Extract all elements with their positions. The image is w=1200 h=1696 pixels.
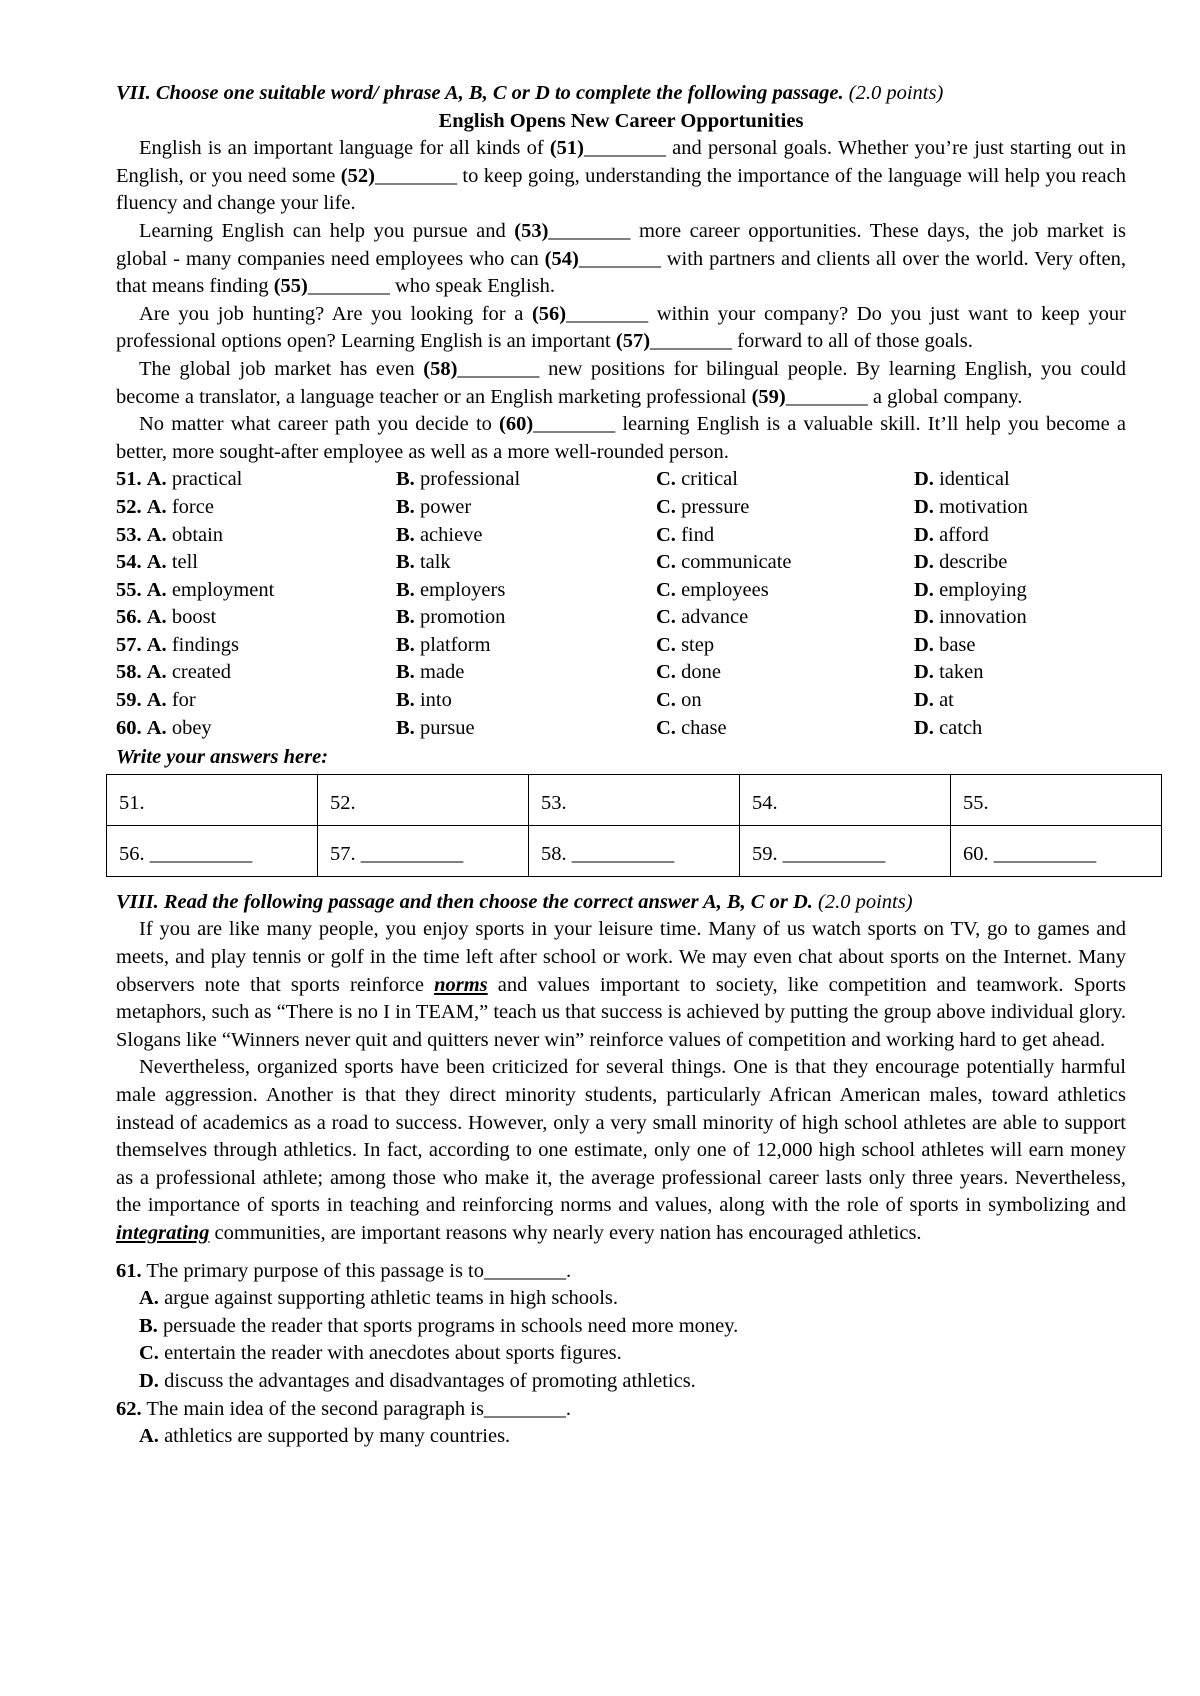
option-57-d: D. base (914, 633, 976, 656)
option-56-d: D. innovation (914, 606, 1027, 629)
question-61-option-a[interactable]: A. argue against supporting athletic teams in high schools. (139, 1287, 619, 1310)
reading-paragraph-1: If you are like many people, you enjoy sports in your leisure time. Many of us watch sports on TV, go to games and meets, and play tennis or golf in the time left after school or work. We may even chat about sports on the Internet. Many observers note that sports reinforce norms and values important to society, like competition and teamwork. Sports metaphors, such as “There is no I in TEAM,” teach us that success is achieved by putting the group above individual glory. Slogans like “Winners never quit and quitters never win” reinforce values of competition and working hard to get ahead. (116, 918, 1126, 1051)
passage-paragraph-5: No matter what career path you decide to (60)________ learning English is a valuable skill. It’ll help you become a better, more sought-after employee as well as a more well-rounded person. (116, 413, 1126, 463)
option-58-a: 58. A. created (116, 661, 231, 684)
option-51-d: D. identical (914, 468, 1010, 491)
option-59-b: B. into (396, 689, 452, 712)
question-61-stem: 61. The primary purpose of this passage is to________. (116, 1259, 572, 1282)
option-51-a: 51. A. practical (116, 468, 243, 491)
answer-cell-56[interactable]: 56. __________ (107, 825, 318, 876)
passage-paragraph-4: The global job market has even (58)________ new positions for bilingual people. By learning English, you could become a translator, a language teacher or an English marketing professional (59)________ a global company. (116, 357, 1126, 408)
answer-row-2 (107, 825, 1162, 876)
option-53-c: C. find (656, 523, 715, 546)
option-56-c: C. advance (656, 606, 749, 629)
question-61-option-b[interactable]: B. persuade the reader that sports programs in schools need more money. (139, 1314, 739, 1337)
underlined-word-norms: norms (434, 973, 488, 996)
section-7-title: VII. Choose one suitable word/ phrase A, B, C or D to complete the following passage. (2.0 points) (116, 82, 944, 104)
option-51-b: B. professional (396, 468, 521, 491)
option-55-c: C. employees (656, 578, 769, 601)
underlined-word-integrating: integrating (116, 1221, 210, 1244)
option-58-d: D. taken (914, 661, 984, 684)
section-8-points: (2.0 points) (818, 890, 913, 913)
option-53-a: 53. A. obtain (116, 523, 224, 546)
answer-cell-55[interactable]: 55. (951, 774, 1162, 825)
option-53-d: D. afford (914, 523, 989, 546)
option-57-a: 57. A. findings (116, 633, 240, 656)
option-53-b: B. achieve (396, 523, 483, 546)
option-60-b: B. pursue (396, 716, 475, 739)
option-60-c: C. chase (656, 716, 727, 739)
option-55-d: D. employing (914, 578, 1027, 601)
options-grid (116, 466, 1126, 742)
section-8-title: VIII. Read the following passage and then choose the correct answer A, B, C or D. (2.0 points) (116, 890, 913, 913)
option-57-b: B. platform (396, 633, 491, 656)
passage-paragraph-3: Are you job hunting? Are you looking for a (56)________ within your company? Do you just want to keep your professional options open? Learning English is an important (57)________ forward to all of those goals. (116, 302, 1126, 353)
option-60-d: D. catch (914, 716, 983, 739)
option-54-b: B. talk (396, 551, 451, 574)
write-answers-label: Write your answers here: (116, 746, 329, 769)
passage-paragraph-2: Learning English can help you pursue and (53)________ more career opportunities. These days, the job market is global - many companies need employees who can (54)________ with partners and clients all over the world. Very often, that means finding (55)________ who speak English. (116, 219, 1126, 298)
option-59-c: C. on (656, 689, 702, 712)
option-58-c: C. done (656, 661, 721, 684)
option-52-d: D. motivation (914, 495, 1028, 518)
question-61-option-d[interactable]: D. discuss the advantages and disadvantages of promoting athletics. (139, 1369, 696, 1392)
option-52-b: B. power (396, 495, 472, 518)
option-55-b: B. employers (396, 578, 506, 601)
section-7-points: (2.0 points) (848, 82, 944, 104)
worksheet-page (116, 80, 1126, 1451)
option-51-c: C. critical (656, 468, 738, 491)
reading-paragraph-2: Nevertheless, organized sports have been criticized for several things. One is that they encourage potentially harmful male aggression. Another is that they direct minority students, particularly African American males, toward athletics instead of academics as a road to success. However, only a very small minority of high school athletes are able to support themselves through athletics. In fact, according to one estimate, only one of 12,000 high school athletes will earn money as a professional athlete; among those who make it, the average professional career lasts only three years. Nevertheless, the importance of sports in teaching and reinforcing norms and values, along with the role of sports in symbolizing and integrating communities, are important reasons why nearly every nation has encouraged athletics. (116, 1056, 1126, 1244)
option-54-a: 54. A. tell (116, 551, 198, 574)
question-62-stem: 62. The main idea of the second paragraph is________. (116, 1397, 572, 1420)
option-56-a: 56. A. boost (116, 606, 217, 629)
answer-row-1 (107, 774, 1162, 825)
question-61 (116, 1258, 1126, 1396)
answer-cell-54[interactable]: 54. (740, 774, 951, 825)
passage-paragraph-1: English is an important language for all kinds of (51)________ and personal goals. Whether you’re just starting out in English, or you need some (52)________ to keep going, understanding the importance of the language will help you reach fluency and change your life. (116, 137, 1126, 215)
option-52-c: C. pressure (656, 495, 750, 518)
question-62-option-a[interactable]: A. athletics are supported by many countries. (139, 1425, 511, 1448)
question-62 (116, 1396, 1126, 1451)
answer-cell-53[interactable]: 53. (529, 774, 740, 825)
question-61-option-c[interactable]: C. entertain the reader with anecdotes about sports figures. (139, 1342, 622, 1365)
option-57-c: C. step (656, 633, 715, 656)
answer-cell-59[interactable]: 59. __________ (740, 825, 951, 876)
option-54-c: C. communicate (656, 551, 792, 574)
answer-cell-51[interactable]: 51. (107, 774, 318, 825)
option-59-a: 59. A. for (116, 689, 196, 712)
answer-cell-58[interactable]: 58. __________ (529, 825, 740, 876)
passage-title: English Opens New Career Opportunities (438, 109, 804, 132)
option-59-d: D. at (914, 689, 954, 712)
answer-cell-52[interactable]: 52. (318, 774, 529, 825)
option-55-a: 55. A. employment (116, 578, 275, 601)
answer-cell-57[interactable]: 57. __________ (318, 825, 529, 876)
option-60-a: 60. A. obey (116, 716, 212, 739)
answer-cell-60[interactable]: 60. __________ (951, 825, 1162, 876)
option-56-b: B. promotion (396, 606, 506, 629)
answer-table (106, 774, 1162, 877)
option-52-a: 52. A. force (116, 495, 214, 518)
option-58-b: B. made (396, 661, 465, 684)
option-54-d: D. describe (914, 551, 1008, 574)
